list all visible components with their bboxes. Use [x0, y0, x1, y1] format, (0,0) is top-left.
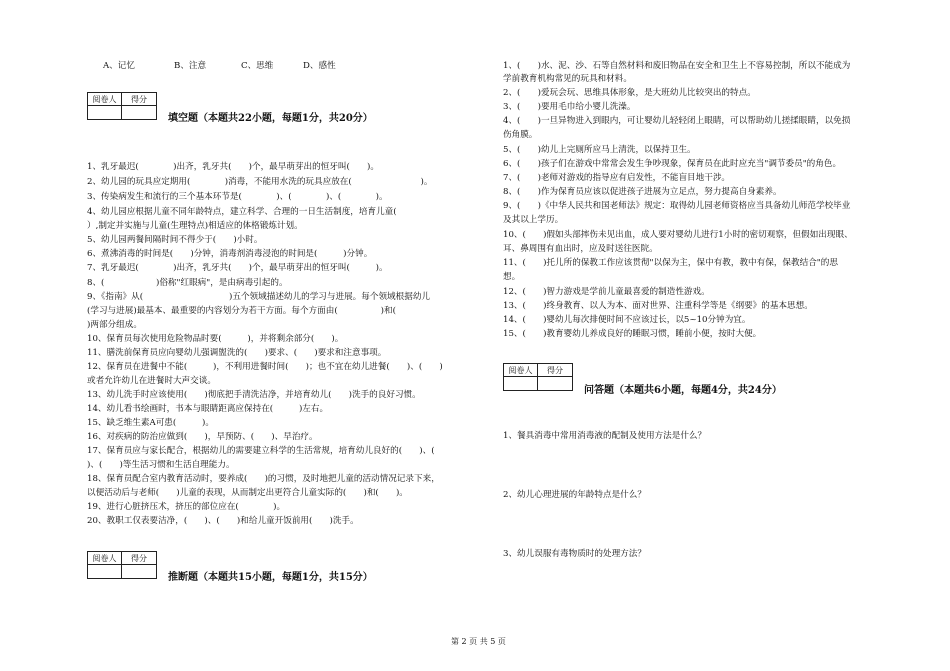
judge-line: 13、( )终身教育、以人为本、面对世界、注重科学等是《纲要》的基本思想。 — [503, 301, 813, 311]
fill-line: 20、教职工仅表要洁净，( )、( )和给儿童开饭前用( )洗手。 — [87, 516, 359, 526]
fill-line: ）,制定并实施与儿童(生理特点)相适应的体格锻炼计划。 — [87, 221, 303, 231]
fill-line: 16、对疾病的防治应做到( )，早预防、( )、早治疗。 — [87, 432, 318, 442]
option-c: C、思维 — [241, 61, 274, 71]
score-label: 得分 — [122, 93, 156, 106]
judge-line: 14、( )婴幼儿每次排便时间不应该过长，以5~10分钟为宜。 — [503, 315, 751, 325]
reviewer-cell — [88, 565, 122, 578]
score-box-qa — [503, 363, 573, 391]
fill-line: 以便活动后与老师( )儿童的表现，从而制定出更符合儿童实际的( )和( )。 — [87, 488, 408, 498]
fill-line: 3、传染病发生和流行的三个基本环节是( )、( )、( )。 — [87, 192, 388, 202]
fill-line: 9、《指南》从( )五个领域描述幼儿的学习与进展。每个领域根据幼儿 — [87, 292, 431, 302]
fill-line: 8、( )俗称"红眼病"，是由病毒引起的。 — [87, 278, 288, 288]
judge-line: 伤角膜。 — [503, 130, 538, 140]
qa-question: 3、幼儿误服有毒物质时的处理方法？ — [503, 549, 646, 559]
score-label: 得分 — [122, 552, 156, 565]
fill-line: 2、幼儿园的玩具应定期用( )消毒，不能用水洗的玩具应放在( )。 — [87, 177, 433, 187]
option-b: B、注意 — [174, 61, 207, 71]
judge-line: 5、( )幼儿上完厕所应马上清洗，以保持卫生。 — [503, 145, 696, 155]
fill-line: 17、保育员应与家长配合，根据幼儿的需要建立科学的生活常规，培育幼儿良好的( )、( — [87, 446, 435, 456]
score-box-judge — [87, 551, 157, 579]
judge-line: 11、( )托儿所的保教工作应该贯彻"以保为主，保中有教，教中有保，保教结合"的思 — [503, 258, 838, 268]
reviewer-label: 阅卷人 — [88, 552, 122, 565]
reviewer-label: 阅卷人 — [88, 93, 122, 106]
judge-line: 9、( )《中华人民共和国老师法》规定：取得幼儿园老师资格应当具备幼儿师范学校毕业 — [503, 201, 851, 211]
fill-line: 12、保育员在进餐中不能( )，不利用进餐时间( )；也不宜在幼儿进餐( )、( ) — [87, 362, 443, 372]
judge-line: 6、( )孩子们在游戏中常常会发生争吵现象，保育员在此时应充当"调节委员"的角色。 — [503, 159, 842, 169]
fill-line: 1、乳牙最迟( )出齐，乳牙共( )个，最早萌芽出的恒牙叫( )。 — [87, 162, 379, 172]
fill-line: 14、幼儿看书绘画时，书本与眼睛距离应保持在( )左右。 — [87, 404, 329, 414]
judge-line: 2、( )爱玩会玩、思维具体形象，是大班幼儿比较突出的特点。 — [503, 88, 756, 98]
option-a: A、记忆 — [103, 61, 135, 71]
qa-section-title: 问答题（本题共6小题，每题4分，共24分） — [584, 385, 782, 396]
score-label: 得分 — [538, 364, 572, 377]
reviewer-label: 阅卷人 — [504, 364, 538, 377]
judge-line: 及其以上学历。 — [503, 215, 564, 225]
score-box-fill — [87, 92, 157, 120]
score-cell — [122, 106, 156, 119]
judge-line: 想。 — [503, 272, 521, 282]
score-cell — [538, 377, 572, 390]
fill-line: )两部分组成。 — [87, 320, 142, 330]
judge-line: 10、( )假如头部摔伤未见出血，成人要对婴幼儿进行1小时的密切观察，但假如出现眼、 — [503, 230, 853, 240]
fill-section-title: 填空题（本题共22小题，每题1分，共20分） — [168, 113, 373, 124]
judge-line: 7、( )老师对游戏的指导应有启发性，不能盲目地干涉。 — [503, 173, 731, 183]
fill-line: 6、煮沸消毒的时间是( )分钟，消毒剂消毒浸泡的时间是( )分钟。 — [87, 249, 373, 259]
judge-line: 3、( )要用毛巾给小婴儿洗澡。 — [503, 102, 636, 112]
fill-line: 10、保育员每次使用危险物品时要( )，并将剩余部分( )。 — [87, 334, 344, 344]
reviewer-cell — [88, 106, 122, 119]
judge-line: 15、( )教育婴幼儿养成良好的睡眠习惯，睡前小便，按时大便。 — [503, 329, 762, 339]
option-d: D、感性 — [303, 61, 336, 71]
fill-line: 或者允许幼儿在进餐时大声交谈。 — [87, 376, 216, 386]
fill-line: 4、幼儿园应根据儿童不同年龄特点，建立科学、合理的一日生活制度，培育儿童( — [87, 207, 423, 217]
judge-line: 12、( )智力游戏是学前儿童最喜爱的制造性游戏。 — [503, 287, 710, 297]
fill-line: (学习与进展)最基本、最重要的内容划分为若干方面。每个方面由( )和( — [87, 306, 396, 316]
judge-line: 学前教育机构常见的玩具和材料。 — [503, 74, 632, 84]
fill-line: 13、幼儿洗手时应该使用( )彻底把手清洗洁净，并培育幼儿( )洗手的良好习惯。 — [87, 390, 421, 400]
fill-line: 11、膳洗前保育员应向婴幼儿强调盥洗的( )要求、( )要求和注意事项。 — [87, 348, 387, 358]
qa-question: 2、幼儿心理进展的年龄特点是什么？ — [503, 490, 646, 500]
fill-line: 18、保育员配合室内教育活动时，要养成( )的习惯，及时地把儿童的活动情况记录下来， — [87, 474, 440, 484]
judge-line: 8、( )作为保育员应该以促进孩子进展为立足点，努力提高自身素养。 — [503, 187, 782, 197]
judge-section-title: 推断题（本题共15小题，每题1分，共15分） — [168, 572, 373, 583]
fill-line: 19、进行心脏挤压术，挤压的部位应在( )。 — [87, 502, 286, 512]
fill-line: 7、乳牙最迟( )出齐，乳牙共( )个，最早萌芽出的恒牙叫( )。 — [87, 263, 388, 273]
score-cell — [122, 565, 156, 578]
reviewer-cell — [504, 377, 538, 390]
fill-line: )、( )等生活习惯和生活自理能力。 — [87, 460, 235, 470]
page-footer: 第 2 页 共 5 页 — [451, 637, 506, 646]
fill-line: 5、幼儿园两餐间隔时间不得少于( )小时。 — [87, 235, 263, 245]
judge-line: 1、( )水、泥、沙、石等自然材料和废旧物品在安全和卫生上不容易控制，所以不能成为 — [503, 61, 851, 71]
judge-line: 耳、鼻周围有血出时，应及时送往医院。 — [503, 244, 658, 254]
judge-line: 4、( )一旦异物进入到眼内，可让婴幼儿轻轻闭上眼睛，可以帮助幼儿搓揉眼睛，以免损 — [503, 116, 851, 126]
fill-line: 15、缺乏维生素A可患( )。 — [87, 418, 214, 428]
qa-question: 1、餐具消毒中常用消毒液的配制及使用方法是什么？ — [503, 431, 707, 441]
